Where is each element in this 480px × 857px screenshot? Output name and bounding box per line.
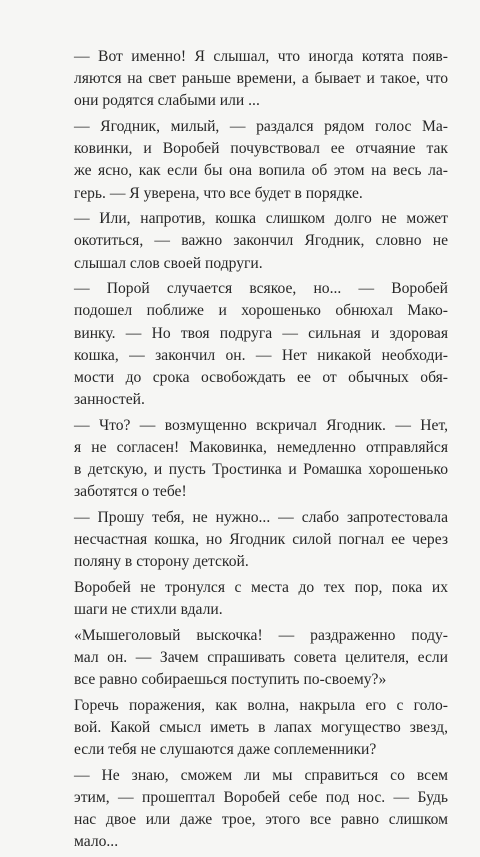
text-line: кошка, — закончил он. — Нет никакой необходи- [74, 346, 448, 364]
text-line: этим, — прошептал Воробей себе под нос. — Будь [74, 789, 448, 807]
text-line: окотиться, — важно закончил Ягодник, словно не [74, 232, 448, 250]
text-line: ковинки, и Воробей почувствовал ее отчаяние так [74, 140, 448, 158]
text-line: Воробей не тронулся с места до тех пор, пока их [74, 579, 448, 597]
paragraph [57, 625, 448, 692]
text-line: — Или, напротив, кошка слишком долго не может [74, 210, 448, 228]
paragraph [57, 765, 448, 854]
text-line: слышал слов своей подруги. [74, 254, 263, 272]
paragraph [57, 415, 448, 504]
text-line: подошел поближе и хорошенько обнюхал Мако- [74, 302, 448, 320]
book-page-text [57, 46, 448, 857]
text-line: ляются на свет раньше времени, а бывает и такое, что [74, 70, 448, 88]
text-line: все равно собираешься поступить по-своему?» [74, 671, 387, 689]
text-line: «Мышеголовый выскочка! — раздраженно поду- [74, 626, 448, 644]
text-line: вой. Какой смысл иметь в лапах могущество звезд, [74, 719, 448, 737]
text-line: мал он. — Зачем спрашивать совета целителя, если [74, 649, 448, 667]
text-line: — Ягодник, милый, — раздался рядом голос Ма- [74, 118, 448, 135]
text-line: — Не знаю, сможем ли мы справиться со всем [74, 766, 448, 784]
text-line: они родятся слабыми или ... [74, 92, 260, 110]
paragraph [57, 116, 448, 205]
text-line: герь. — Я уверена, что все будет в порядке. [74, 184, 363, 202]
paragraph [57, 695, 448, 762]
text-line: — Порой случается всякое, но... — Воробей [74, 280, 448, 298]
text-line: в детскую, и пусть Тростинка и Ромашка хорошенько [74, 461, 448, 479]
paragraph [57, 208, 448, 275]
text-line: — Прошу тебя, не нужно... — слабо запротестовала [74, 509, 448, 527]
text-line: — Вот именно! Я слышал, что иногда котята появ- [74, 48, 448, 65]
paragraph [57, 507, 448, 574]
paragraph [57, 278, 448, 411]
text-line: шаги не стихли вдали. [74, 601, 223, 619]
text-line: если тебя не слушаются даже соплеменники? [74, 741, 377, 759]
text-line: винку. — Но твоя подруга — сильная и здоровая [74, 324, 448, 342]
text-line: — Что? — возмущенно вскричал Ягодник. — Нет, [74, 416, 448, 434]
text-line: заботятся о тебе! [74, 483, 187, 501]
text-line: занностей. [74, 391, 145, 409]
paragraph [57, 46, 448, 113]
paragraph [57, 577, 448, 621]
text-line: мости до срока освобождать ее от обычных обя- [74, 369, 448, 387]
text-line: я не согласен! Маковинка, немедленно отправляйся [74, 439, 448, 457]
text-line: мало... [74, 833, 119, 851]
text-line: нас двое или даже трое, этого все равно слишком [74, 811, 448, 829]
text-line: поляну в сторону детской. [74, 553, 249, 571]
text-line: Горечь поражения, как волна, накрыла его с голо- [74, 696, 448, 714]
text-line: несчастная кошка, но Ягодник силой погнал ее через [74, 531, 448, 549]
text-line: же ясно, как если бы она вопила об этом на весь ла- [74, 162, 448, 180]
